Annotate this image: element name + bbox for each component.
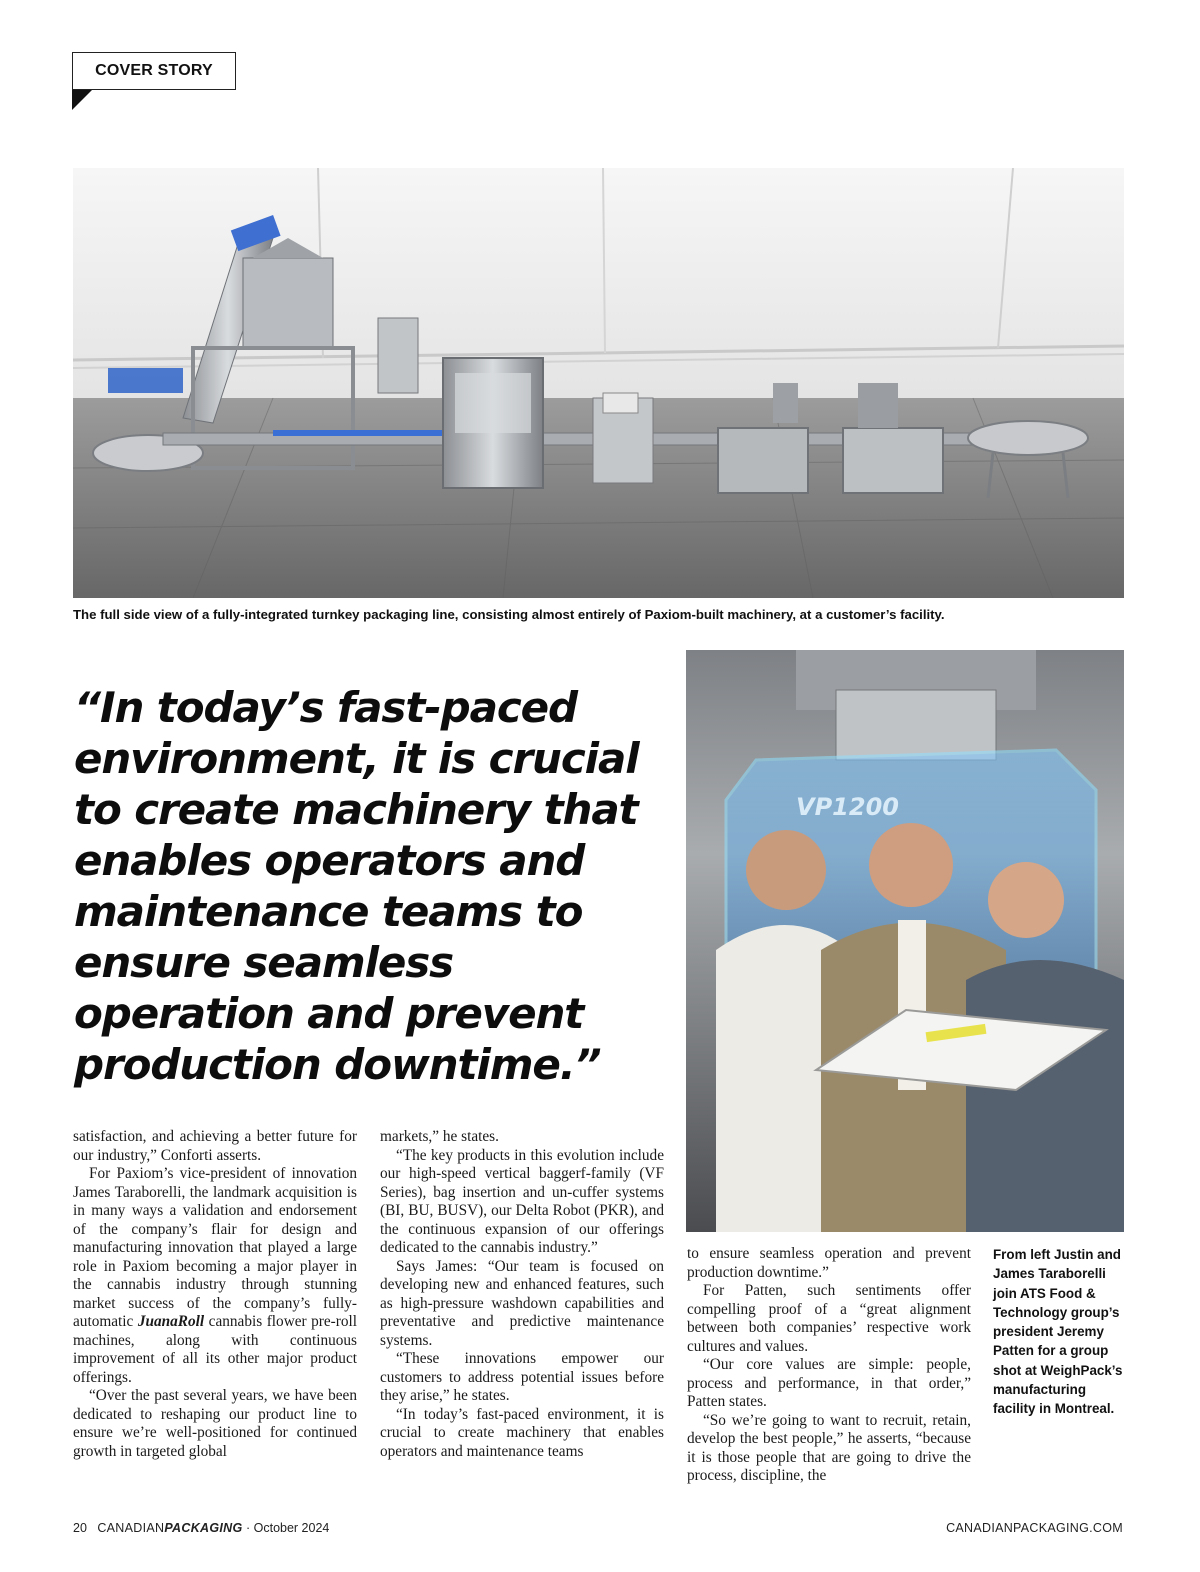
section-tag: COVER STORY: [72, 52, 236, 90]
paragraph: “In today’s fast-paced environment, it is crucial to create machinery that enables operators and maintenance teams: [380, 1405, 664, 1460]
paragraph: “These innovations empower our customers to address potential issues before they arise,” he states.: [380, 1350, 664, 1404]
paragraph: “Over the past several years, we have been dedicated to reshaping our product line to ensure we’re well-positioned for continued growth in targeted global: [73, 1387, 357, 1460]
paragraph: to ensure seamless operation and prevent production downtime.”: [687, 1245, 971, 1281]
page-number: 20: [73, 1521, 87, 1535]
group-photo-illustration: [686, 650, 1124, 1232]
paragraph: satisfaction, and achieving a better future for our industry,” Conforti asserts.: [73, 1128, 357, 1164]
magazine-name-part1: CANADIAN: [97, 1521, 165, 1535]
paragraph: “So we’re going to want to recruit, retain, develop the best people,” he asserts, “because it is those people that are going to drive the process, discipline, the: [687, 1411, 971, 1484]
magazine-name-part2: PACKAGING: [164, 1521, 243, 1535]
paragraph: For Patten, such sentiments offer compelling proof of a “great alignment between both companies’ respective work cultures and values.: [687, 1282, 971, 1355]
paragraph: “The key products in this evolution include our high-speed vertical baggerf-family (VF Series), bag insertion and un-cuffer systems (BI, BU, BUSV), our Delta Robot (PKR), and the continuous expansion of our offerings dedicated to the cannabis industry.”: [380, 1146, 664, 1256]
article-column-3: [687, 1245, 971, 1486]
paragraph-text: For Paxiom’s vice-president of innovation James Taraborelli, the landmark acquisition is in many ways a validation and endorsement of the company’s flair for design and manufacturing innovation that played a large role in Paxiom becoming a major player in the cannabis industry through stunning market success of the company’s fully-automatic: [73, 1165, 357, 1330]
footer-website[interactable]: CANADIANPACKAGING.COM: [946, 1521, 1123, 1535]
paragraph: [73, 1165, 357, 1387]
photo-caption: The full side view of a fully-integrated turnkey packaging line, consisting almost entirely of Paxiom-built machinery, at a customer’s facility.: [73, 607, 945, 622]
paragraph: markets,” he states.: [380, 1128, 499, 1145]
footer-folio: [73, 1521, 329, 1535]
issue-date: · October 2024: [245, 1521, 330, 1535]
paragraph-text: cannabis flower pre-roll machines, along with continuous improvement of all its other major product offerings.: [73, 1313, 357, 1386]
machine-label: VP1200: [796, 793, 899, 821]
product-name: JuanaRoll: [137, 1313, 205, 1330]
paragraph: “Our core values are simple: people, process and performance, in that order,” Patten states.: [687, 1356, 971, 1410]
group-photo-caption: From left Justin and James Taraborelli join ATS Food & Technology group’s president Jeremy Patten for a group shot at WeighPack’s manufacturing facility in Montreal.: [993, 1247, 1123, 1417]
paragraph: Says James: “Our team is focused on developing new and enhanced features, such as high-pressure washdown capabilities and preventative and predictive maintenance systems.: [380, 1257, 664, 1349]
section-tag-corner: [72, 90, 92, 110]
article-column-2: [380, 1128, 664, 1461]
group-photo: [686, 650, 1124, 1232]
packaging-line-illustration: [73, 168, 1124, 598]
article-column-1: [73, 1128, 357, 1461]
pull-quote: “In today’s fast-paced environment, it is crucial to create machinery that enables operators and maintenance teams to ensure seamless operation and prevent production downtime.”: [74, 683, 639, 1089]
packaging-line-photo: [73, 168, 1124, 598]
